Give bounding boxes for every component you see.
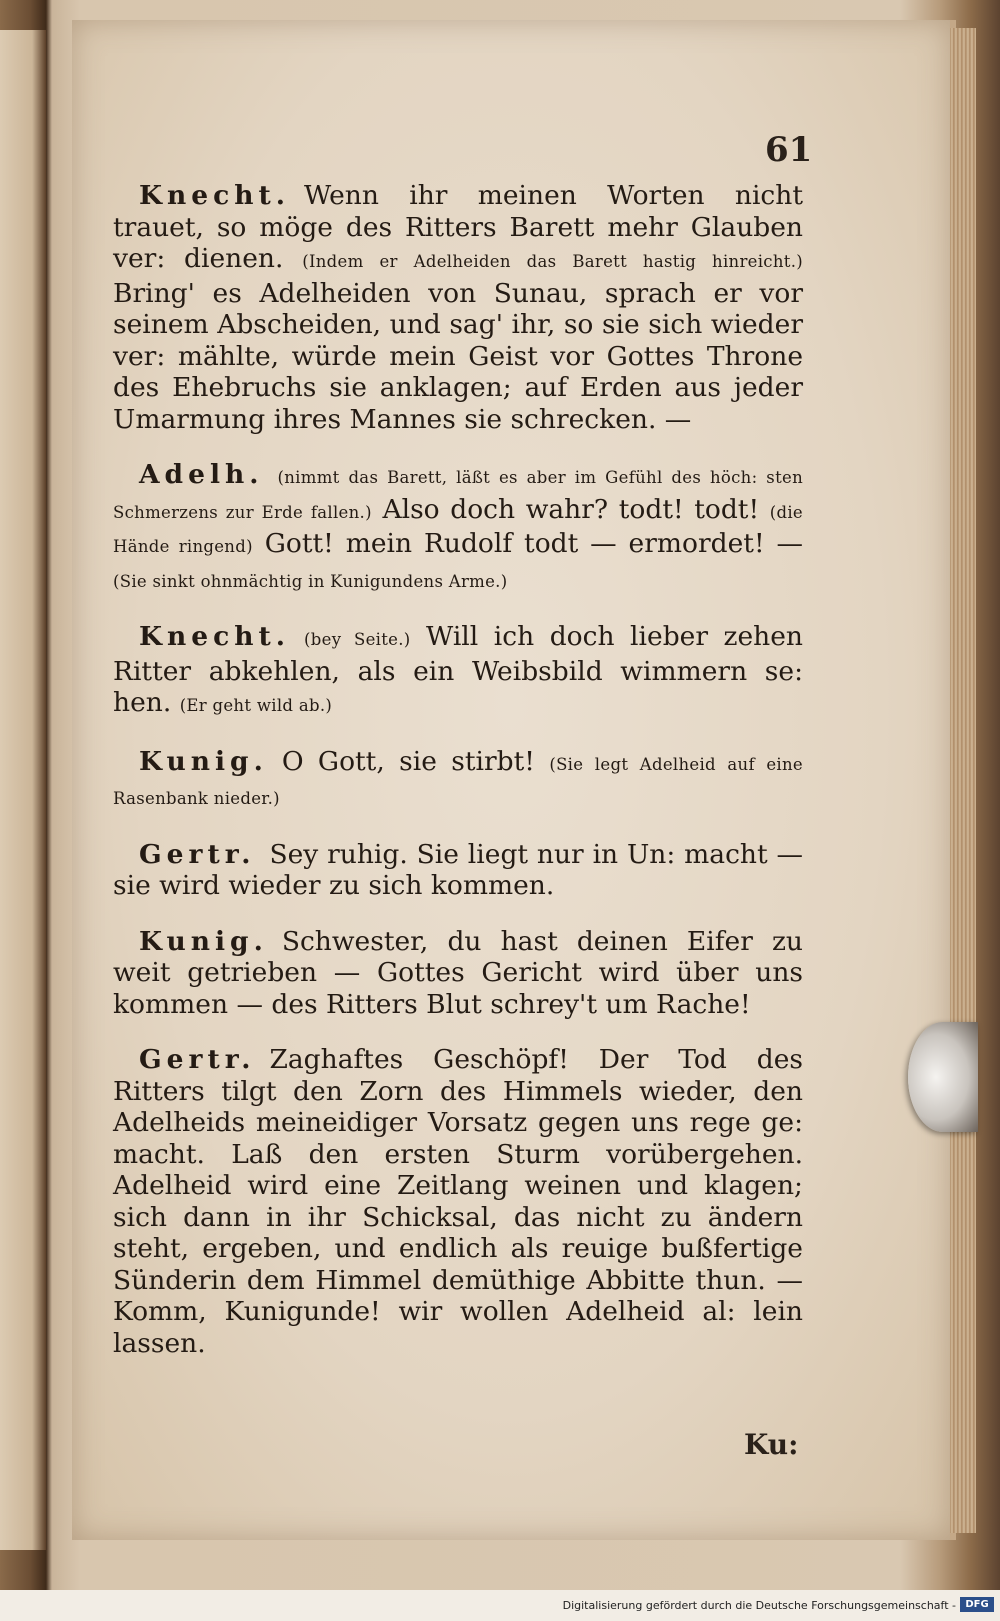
speech-text: Wenn ihr meinen Worten nicht trauet, so möge des Ritters Barett mehr Glauben ver: dienen.: [113, 180, 803, 274]
speech-text: Gott! mein Rudolf todt — ermordet! —: [264, 528, 803, 559]
speaker-name: Knecht.: [139, 180, 291, 211]
stage-direction: (Sie legt Adelheid auf eine Rasenbank nieder.): [113, 754, 803, 808]
stage-direction: (nimmt das Barett, läßt es aber im Gefühl des höch: sten Schmerzens zur Erde fallen.): [113, 468, 803, 522]
stage-direction: (die Hände ringend): [113, 502, 803, 556]
stage-direction: (Er geht wild ab.): [179, 696, 333, 715]
speech-text: Will ich doch lieber zehen Ritter abkehlen, als ein Weibsbild wimmern se: hen.: [113, 621, 803, 718]
dialogue-paragraph: [113, 621, 803, 722]
speech-text: Sey ruhig. Sie liegt nur in Un: macht — sie wird wieder zu sich kommen.: [113, 838, 803, 901]
stage-direction: (Sie sinkt ohnmächtig in Kunigundens Arme.): [113, 571, 508, 591]
stage-direction: (Indem er Adelheiden das Barett hastig hinreicht.): [302, 252, 803, 271]
speech-text: Schwester, du hast deinen Eifer zu weit getrieben — Gottes Gericht wird über uns kommen — des Ritters Blut schrey't um Rache!: [113, 925, 803, 1020]
dialogue-paragraph: [113, 839, 803, 902]
speech-text: Also doch wahr? todt! todt!: [382, 493, 760, 525]
dialogue-paragraph: [113, 180, 803, 435]
dfg-logo-icon: DFG: [960, 1597, 994, 1612]
speaker-name: Knecht.: [139, 621, 291, 652]
dialogue-paragraph: [113, 926, 803, 1021]
speaker-name: Kunig.: [139, 925, 268, 957]
play-text: [113, 180, 803, 1383]
dialogue-paragraph: [113, 746, 803, 815]
catchword: Ku:: [744, 1428, 799, 1461]
page-number: 61: [765, 130, 813, 170]
stage-direction: (bey Seite.): [304, 630, 411, 649]
facing-page-edge: [0, 30, 46, 1550]
thumb-clip-icon: [908, 1022, 978, 1132]
dialogue-paragraph: [113, 459, 803, 597]
speech-text: O Gott, sie stirbt!: [281, 745, 535, 777]
speaker-name: Gertr.: [139, 1044, 256, 1075]
dialogue-paragraph: [113, 1044, 803, 1359]
funding-note: Digitalisierung gefördert durch die Deutsche Forschungsgemeinschaft -: [562, 1599, 956, 1612]
speaker-name: Gertr.: [139, 838, 256, 870]
speech-text: Zaghaftes Geschöpf! Der Tod des Ritters tilgt den Zorn des Himmels wieder, den Adelheids meineidiger Vorsatz gegen uns rege ge: macht. Laß den ersten Sturm vorübergehen. Adelheid wird eine Zeitlang weinen und klagen; sich dann in ihr Schicksal, das nicht zu ändern steht, ergeben, und endlich als reuige bußfertige Sünderin dem Himmel demüthige Abbitte thun. — Komm, Kunigunde! wir wollen Adelheid al: lein lassen.: [113, 1044, 803, 1359]
page-stack-edge: [950, 28, 976, 1533]
footer-bar: [0, 1590, 1000, 1621]
speaker-name: Kunig.: [139, 745, 268, 777]
speaker-name: Adelh.: [139, 459, 264, 490]
speech-text: Bring' es Adelheiden von Sunau, sprach er vor seinem Abscheiden, und sag' ihr, so sie sich wieder ver: mählte, würde mein Geist vor Gottes Throne des Ehebruchs sie anklagen; auf Erden aus jeder Umarmung ihres Mannes sie schrecken. —: [113, 277, 803, 435]
